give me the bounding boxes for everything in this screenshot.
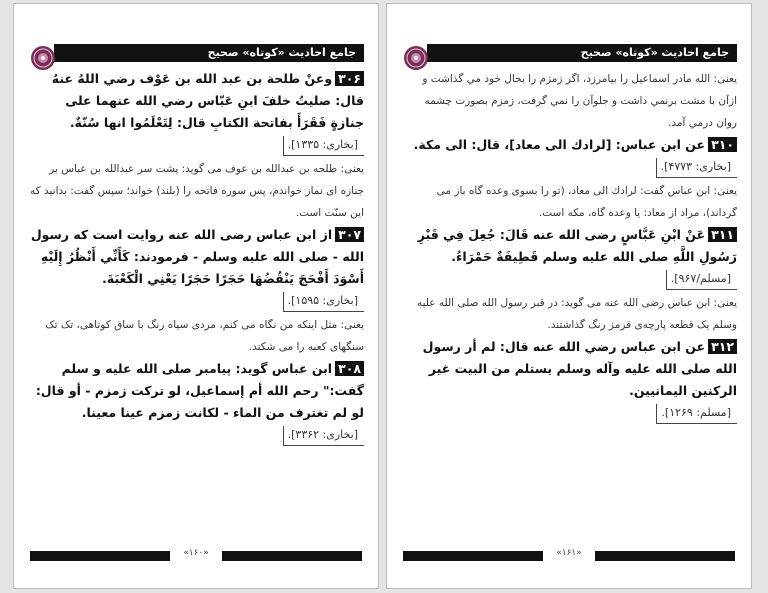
hadith-text: عن ابن عباس: [لرادك الى معاد]، قال: الى مكة. bbox=[413, 137, 706, 152]
hadith-reference: [بخاری: ۱۵۹۵]. bbox=[283, 292, 364, 312]
page-footer bbox=[403, 549, 735, 561]
hadith-block bbox=[30, 68, 364, 134]
page-header bbox=[54, 44, 364, 62]
hadith-number: ۳۰۶ bbox=[335, 71, 364, 86]
page-header bbox=[427, 44, 737, 62]
hadith-number: ۳۱۱ bbox=[708, 227, 737, 242]
hadith-number: ۳۰۷ bbox=[335, 227, 364, 242]
hadith-reference: [بخاری: ۱۳۳۵]. bbox=[283, 136, 364, 156]
hadith-block bbox=[403, 224, 737, 268]
footer-bar bbox=[222, 551, 362, 561]
hadith-text: از ابن عباس رضی الله عنه روایت است که رسول الله - صلی الله علیه وسلم - فرمودند: كَأَنِّي أَنْظُرُ إِلَيْهِ أَسْوَدَ أَفْحَجَ يَنْقُضُهَا حَجَرًا حَجَرًا يَعْنِي الْكَعْبَةَ. bbox=[30, 227, 364, 286]
hadith-text: وعنْ طلحة بن عبد الله بن عَوْف رضي اللهُ عنهُ قال: صليتُ خلفَ ابنِ عَبّاس رضي الله عنهما على جنازةٍ فَقَرَأَ بفاتحة الكتابِ قال: لِتَعْلَمُوا انها سُنّةٌ. bbox=[51, 71, 364, 130]
hadith-translation: یعنی: طلحه بن عبدالله بن عوف می گوید: پشت سر عبدالله بن عباس بر جنازه ای نماز خواندم، پس سوره فاتحه را (بلند) خواند؛ سپس گفت: بدانید که این سنّت است. bbox=[30, 163, 364, 219]
hadith-block bbox=[403, 336, 737, 402]
hadith-reference: [بخاری: ۴۷۷۳]. bbox=[656, 158, 737, 178]
book-title: جامع احادیث «کوتاه» صحیح bbox=[207, 46, 356, 59]
hadith-text: عَنْ ابْنِ عَبَّاسٍ رضى الله عنه قَالَ: جُعِلَ فِي قَبْرِ رَسُولِ اللَّهِ صلى الله عليه وسلم قَطِيفَةٌ حَمْرَاءُ. bbox=[417, 227, 737, 264]
hadith-translation: یعنی: ابن عباس رضی الله عنه می گوید: در قبر رسول الله صلی الله علیه وسلم یک قطعه پارچه‌ی قرمز رنگ گذاشتند. bbox=[416, 297, 737, 331]
hadith-translation: یعنی: مثل اینکه من نگاه می کنم، مردی سیاه رنگ با ساق کوتاهی، تک تک سنگهای کعبه را می شکند. bbox=[45, 319, 364, 353]
page-content bbox=[403, 68, 737, 426]
hadith-translation: یعنی: الله مادر اسماعیل را بیامرزد، اگر زمزم را بحال خود مي گذاشت و ازآن با مشت برنمي داشت و جلوآن را نمي گرفت، زمزم بصورت چشمه روان درمي آمد. bbox=[422, 73, 737, 129]
footer-bar bbox=[595, 551, 735, 561]
right-page bbox=[386, 3, 752, 589]
page-number: «۱۶۱» bbox=[556, 548, 582, 558]
book-title: جامع احادیث «کوتاه» صحیح bbox=[580, 46, 729, 59]
page-number: «۱۶۰» bbox=[183, 548, 209, 558]
hadith-text: ابن عباس گوید: پیامبر صلی الله علیه و سلم گفت:" رحم الله أم إسماعيل، لو تركت زمزم - أو قال: لو لم تغترف من الماء - لكانت زمزم عينا معينا. bbox=[35, 361, 364, 420]
hadith-number: ۳۱۲ bbox=[708, 339, 737, 354]
left-page bbox=[13, 3, 379, 589]
page-content bbox=[30, 68, 364, 448]
hadith-reference: [مسلم/۹۶۷]. bbox=[666, 270, 737, 290]
hadith-reference: [بخاری: ۳۳۶۲]. bbox=[283, 426, 364, 446]
hadith-block bbox=[403, 134, 737, 156]
hadith-number: ۳۰۸ bbox=[335, 361, 364, 376]
hadith-block bbox=[30, 224, 364, 290]
hadith-number: ۳۱۰ bbox=[708, 137, 737, 152]
hadith-block bbox=[30, 358, 364, 424]
hadith-text: عن ابن عباس رضي الله عنه قال: لم أر رسول الله صلى الله عليه وآله وسلم يستلم من البيت غير الركنين اليمانيين. bbox=[422, 339, 737, 398]
page-footer bbox=[30, 549, 362, 561]
hadith-reference: [مسلم: ۱۲۶۹]. bbox=[656, 404, 737, 424]
hadith-translation: یعنی: ابن عباس گفت: لرادك الى معاد، (تو را بسوی وعده گاه باز می گرداند)، مراد از معاد: یا وعده گاه، مکه است. bbox=[436, 185, 737, 219]
